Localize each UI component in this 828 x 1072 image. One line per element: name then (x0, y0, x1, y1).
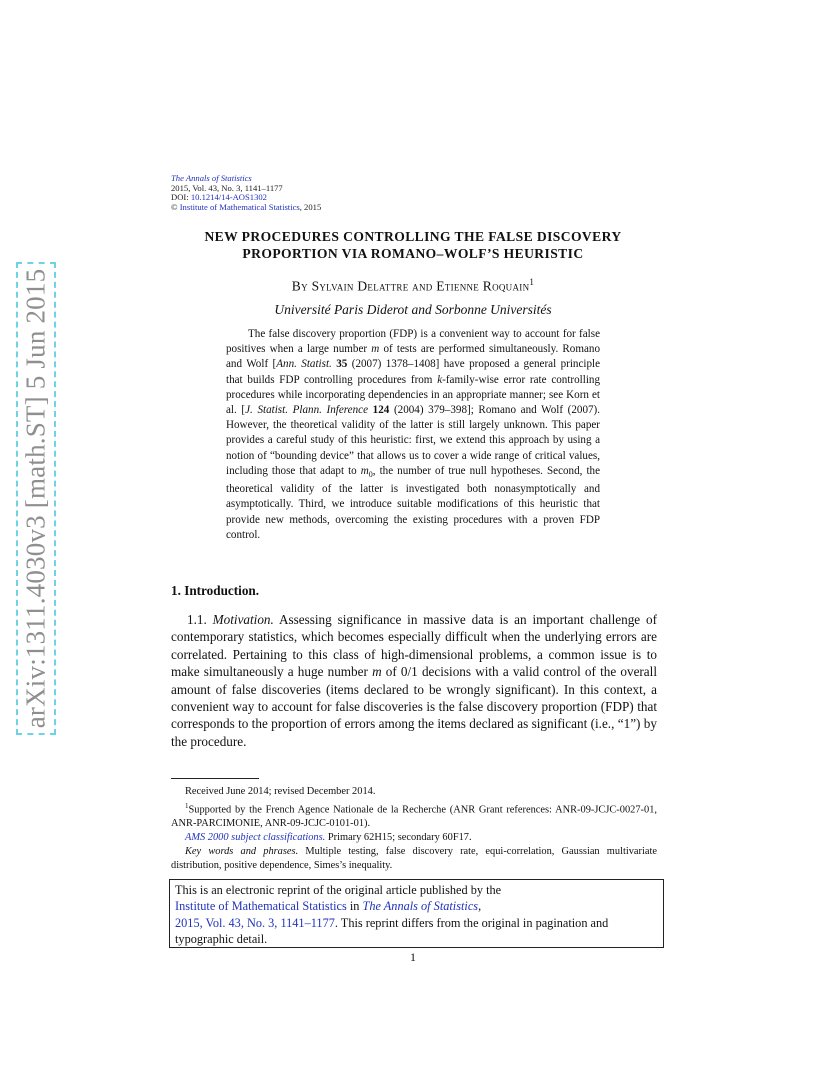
reprint-line-1: This is an electronic reprint of the original article published by the (175, 883, 502, 897)
received-note: Received June 2014; revised December 2014. (185, 786, 376, 797)
keywords-text: Multiple testing, false discovery rate, equi-correlation, Gaussian multivariate distribution, positive dependence, Simes’s inequality. (171, 846, 657, 872)
citation-volume: 35 (331, 358, 348, 371)
subsection-title: Motivation. (212, 612, 274, 627)
section-title: Introduction. (184, 583, 260, 598)
title-line-1: NEW PROCEDURES CONTROLLING THE FALSE DISCOVERY (204, 229, 622, 244)
abstract-text: , the number of true null hypotheses. Second, the theoretical validity of the latter is investigated both nonasymptotically and asymptotically. Third, we introduce suitable modifications of this heuristic that provide new methods, overcoming the existing procedures with a proven FDP control. (226, 464, 600, 541)
ims-link[interactable]: Institute of Mathematical Statistics (175, 899, 347, 914)
support-footnote-mark: 1 (185, 802, 189, 810)
abstract-text: The false discovery proportion (FDP) is a convenient way to account for false positives when a large number (226, 328, 600, 356)
intro-text: Assessing significance in massive data is an important challenge of contemporary statistics, which becomes especially difficult when the underlying errors are correlated. Pertaining to this class of high-dimensional problems, a common issue is to make simultaneously a huge number (171, 612, 657, 680)
reprint-comma: , (478, 899, 482, 914)
keywords-label: Key words and phrases. (185, 846, 299, 858)
page-number: 1 (410, 950, 416, 964)
support-note (171, 799, 657, 831)
ims-copyright-link[interactable]: Institute of Mathematical Statistics (179, 201, 300, 212)
journal-volume: 2015, Vol. 43, No. 3, 1141–1177 (171, 182, 283, 193)
paper-title (160, 228, 666, 262)
citation-volume: 124 (368, 404, 390, 417)
section-heading (171, 583, 259, 599)
support-text: Supported by the French Agence Nationale de la Recherche (ANR Grant references: ANR-09-JCJC-0027-01, ANR-PARCIMONIE, ANR-09-JCJC-0101-01). (171, 804, 657, 830)
math-m0: m (360, 464, 369, 477)
math-m: m (371, 343, 380, 356)
reprint-notice-box (169, 879, 664, 948)
footnote-rule (171, 778, 259, 779)
citation-journal: J. Statist. Plann. Inference (245, 404, 369, 417)
copyright-symbol: © (171, 201, 178, 212)
footnotes (171, 785, 657, 873)
math-m: m (372, 664, 382, 680)
intro-text: of 0/1 decisions with a valid control of the overall amount of false discoveries (items declared to be wrongly significant). In this context, a convenient way to account for false discoveries is the false discovery proportion (FDP) that corresponds to the proportion of errors among the items declared as significant (i.e., “1”) by the procedure. (171, 664, 657, 749)
abstract (226, 327, 600, 543)
ams-classification-link[interactable]: AMS 2000 subject classifications. (185, 832, 326, 844)
citation-journal: Ann. Statist. (276, 358, 332, 371)
abstract-text: -family-wise error rate controlling procedures while incorporating dependencies in an appropriate manner; see Korn et al. [ (226, 373, 600, 417)
author-names: By Sylvain Delattre and Etienne Roquain (291, 278, 530, 294)
reprint-in: in (346, 899, 363, 914)
author-footnote-mark[interactable]: 1 (529, 277, 535, 287)
journal-info (171, 174, 321, 212)
reprint-rest: . This reprint differs from the original in pagination and typographic detail. (175, 915, 609, 946)
arxiv-side-stamp (16, 262, 56, 735)
copyright-year: , 2015 (299, 201, 322, 212)
intro-paragraph (171, 611, 657, 750)
abstract-text: (2007) 1378–1408] have proposed a general principle that builds FDP controlling procedures from (226, 358, 601, 386)
abstract-text: (2004) 379–398]; Romano and Wolf (2007). However, the theoretical validity of the latter is still largely unknown. This paper provides a careful study of this heuristic: first, we extend this approach by using a notion of “bounding device” that allows us to cover a wide range of critical values, including those that adapt to (226, 404, 601, 477)
section-number: 1. (171, 583, 181, 598)
math-m0-subscript: 0 (368, 470, 373, 480)
title-line-2: PROPORTION VIA ROMANO–WOLF’S HEURISTIC (242, 246, 584, 261)
keywords-note (171, 845, 657, 873)
journal-name-link[interactable]: The Annals of Statistics (171, 173, 252, 183)
abstract-text: of tests are performed simultaneously. Romano and Wolf [ (226, 343, 601, 371)
doi-link[interactable]: 10.1214/14-AOS1302 (190, 192, 267, 203)
affiliation: Université Paris Diderot and Sorbonne Universités (274, 302, 552, 317)
authors (160, 277, 666, 295)
ams-codes: Primary 62H15; secondary 60F17. (325, 832, 472, 844)
doi-label: DOI: (171, 192, 189, 203)
ams-classification (171, 831, 657, 845)
arxiv-identifier[interactable]: arXiv:1311.4030v3 [math.ST] 5 Jun 2015 (20, 268, 51, 729)
journal-link[interactable]: The Annals of Statistics (362, 899, 479, 914)
math-k: k (437, 373, 443, 386)
subsection-number: 1.1. (187, 612, 207, 627)
citation-link[interactable]: 2015, Vol. 43, No. 3, 1141–1177 (175, 915, 335, 930)
